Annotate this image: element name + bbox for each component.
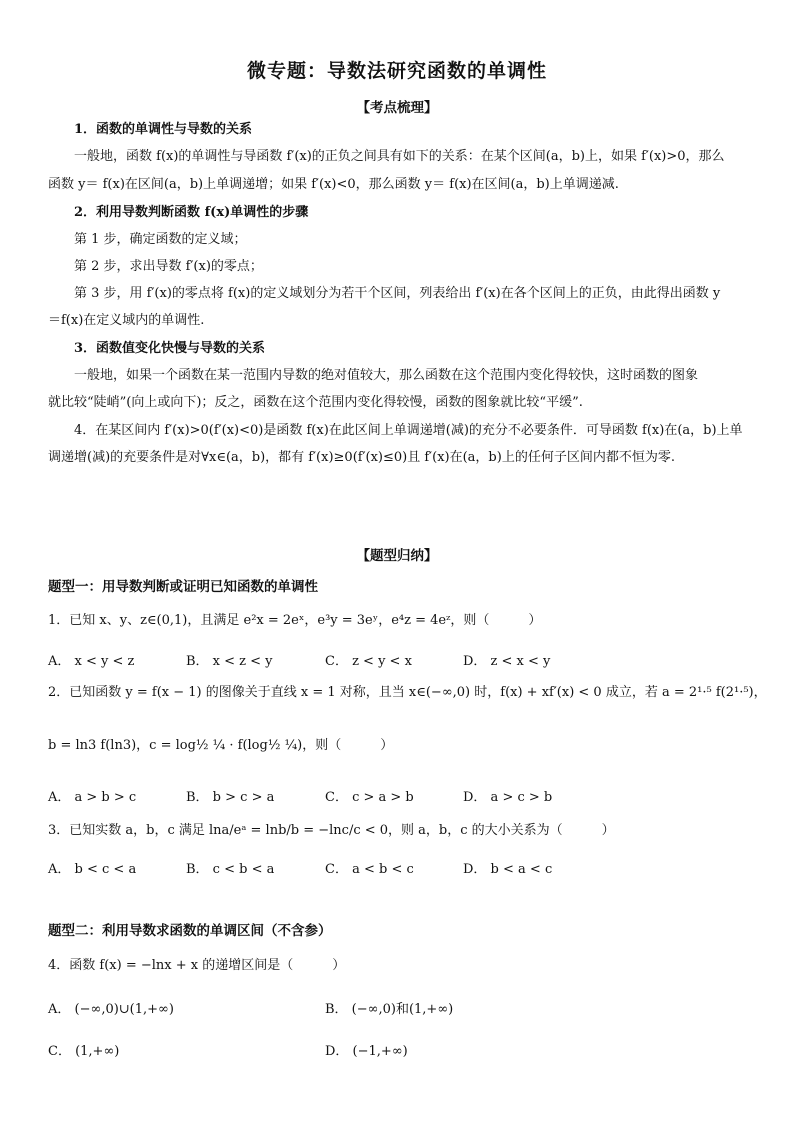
question-2-line-2: b = ln3 f(ln3)，c = log½ ¼ · f(log½ ¼)，则（ ） bbox=[48, 738, 394, 753]
q3-option-c: C． a < b < c bbox=[325, 862, 414, 877]
kp-step-3a: 第 3 步，用 f′(x)的零点将 f(x)的定义域划分为若干个区间，列表给出 f′(x)在各个区间上的正负，由此得出函数 y bbox=[74, 286, 721, 301]
q2-option-b: B． b > c > a bbox=[186, 790, 275, 805]
kp-step-3b: ＝f(x)在定义域内的单调性. bbox=[48, 313, 205, 328]
q1-option-a: A． x < y < z bbox=[48, 654, 135, 669]
q3-option-b: B． c < b < a bbox=[186, 862, 275, 877]
question-2-line-1: 2．已知函数 y = f(x − 1) 的图像关于直线 x = 1 对称，且当 x∈(−∞,0) 时，f(x) + xf′(x) < 0 成立，若 a = 2¹·⁵ f(2¹·⁵)， bbox=[48, 685, 767, 700]
kp-step-1: 第 1 步，确定函数的定义域； bbox=[74, 232, 247, 247]
q1-option-c: C． z < y < x bbox=[325, 654, 412, 669]
kp-paragraph-1b: 函数 y＝ f(x)在区间(a，b)上单调递增；如果 f′(x)<0，那么函数 y＝ f(x)在区间(a，b)上单调递减. bbox=[48, 177, 619, 192]
q2-option-c: C． c > a > b bbox=[325, 790, 414, 805]
q3-option-d: D． b < a < c bbox=[463, 862, 553, 877]
type-2-heading: 题型二：利用导数求函数的单调区间（不含参） bbox=[48, 923, 332, 939]
kp-paragraph-4b: 调递增(减)的充要条件是对∀x∈(a，b)，都有 f′(x)≥0(f′(x)≤0)且 f′(x)在(a，b)上的任何子区间内都不恒为零. bbox=[48, 450, 675, 465]
q4-option-a: A． (−∞,0)∪(1,+∞) bbox=[48, 1002, 174, 1017]
kp-heading-3: 3．函数值变化快慢与导数的关系 bbox=[74, 341, 266, 356]
section-question-types-title: 【题型归纳】 bbox=[356, 548, 438, 564]
kp-paragraph-3a: 一般地，如果一个函数在某一范围内导数的绝对值较大，那么函数在这个范围内变化得较快，这时函数的图象 bbox=[74, 368, 699, 383]
kp-heading-2: 2．利用导数判断函数 f(x)单调性的步骤 bbox=[74, 205, 309, 220]
q4-option-b: B． (−∞,0)和(1,+∞) bbox=[325, 1002, 454, 1017]
question-3: 3．已知实数 a，b，c 满足 lna/eᵃ = lnb/b = −lnc/c < 0，则 a，b，c 的大小关系为（ ） bbox=[48, 823, 615, 838]
question-1: 1．已知 x、y、z∈(0,1)，且满足 e²x = 2eˣ，e³y = 3eʸ，e⁴z = 4eᶻ，则（ ） bbox=[48, 613, 542, 628]
kp-paragraph-1a: 一般地，函数 f(x)的单调性与导函数 f′(x)的正负之间具有如下的关系：在某个区间(a，b)上，如果 f′(x)>0，那么 bbox=[74, 149, 725, 164]
q3-option-a: A． b < c < a bbox=[48, 862, 137, 877]
section-key-points-title: 【考点梳理】 bbox=[356, 100, 438, 116]
question-4: 4．函数 f(x) = −lnx + x 的递增区间是（ ） bbox=[48, 958, 346, 973]
page-title: 微专题：导数法研究函数的单调性 bbox=[246, 60, 547, 82]
kp-paragraph-3b: 就比较“陡峭”(向上或向下)；反之，函数在这个范围内变化得较慢，函数的图象就比较“平缓”. bbox=[48, 395, 583, 410]
q4-option-d: D． (−1,+∞) bbox=[325, 1044, 408, 1059]
type-1-heading: 题型一：用导数判断或证明已知函数的单调性 bbox=[48, 579, 318, 595]
q2-option-d: D． a > c > b bbox=[463, 790, 553, 805]
q4-option-c: C． (1,+∞) bbox=[48, 1044, 120, 1059]
kp-heading-1: 1．函数的单调性与导数的关系 bbox=[74, 122, 253, 137]
q2-option-a: A． a > b > c bbox=[48, 790, 137, 805]
q1-option-b: B． x < z < y bbox=[186, 654, 273, 669]
kp-step-2: 第 2 步，求出导数 f′(x)的零点； bbox=[74, 259, 263, 274]
kp-paragraph-4a: 4．在某区间内 f′(x)>0(f′(x)<0)是函数 f(x)在此区间上单调递增(减)的充分不必要条件．可导函数 f(x)在(a，b)上单 bbox=[74, 423, 743, 438]
q1-option-d: D． z < x < y bbox=[463, 654, 551, 669]
